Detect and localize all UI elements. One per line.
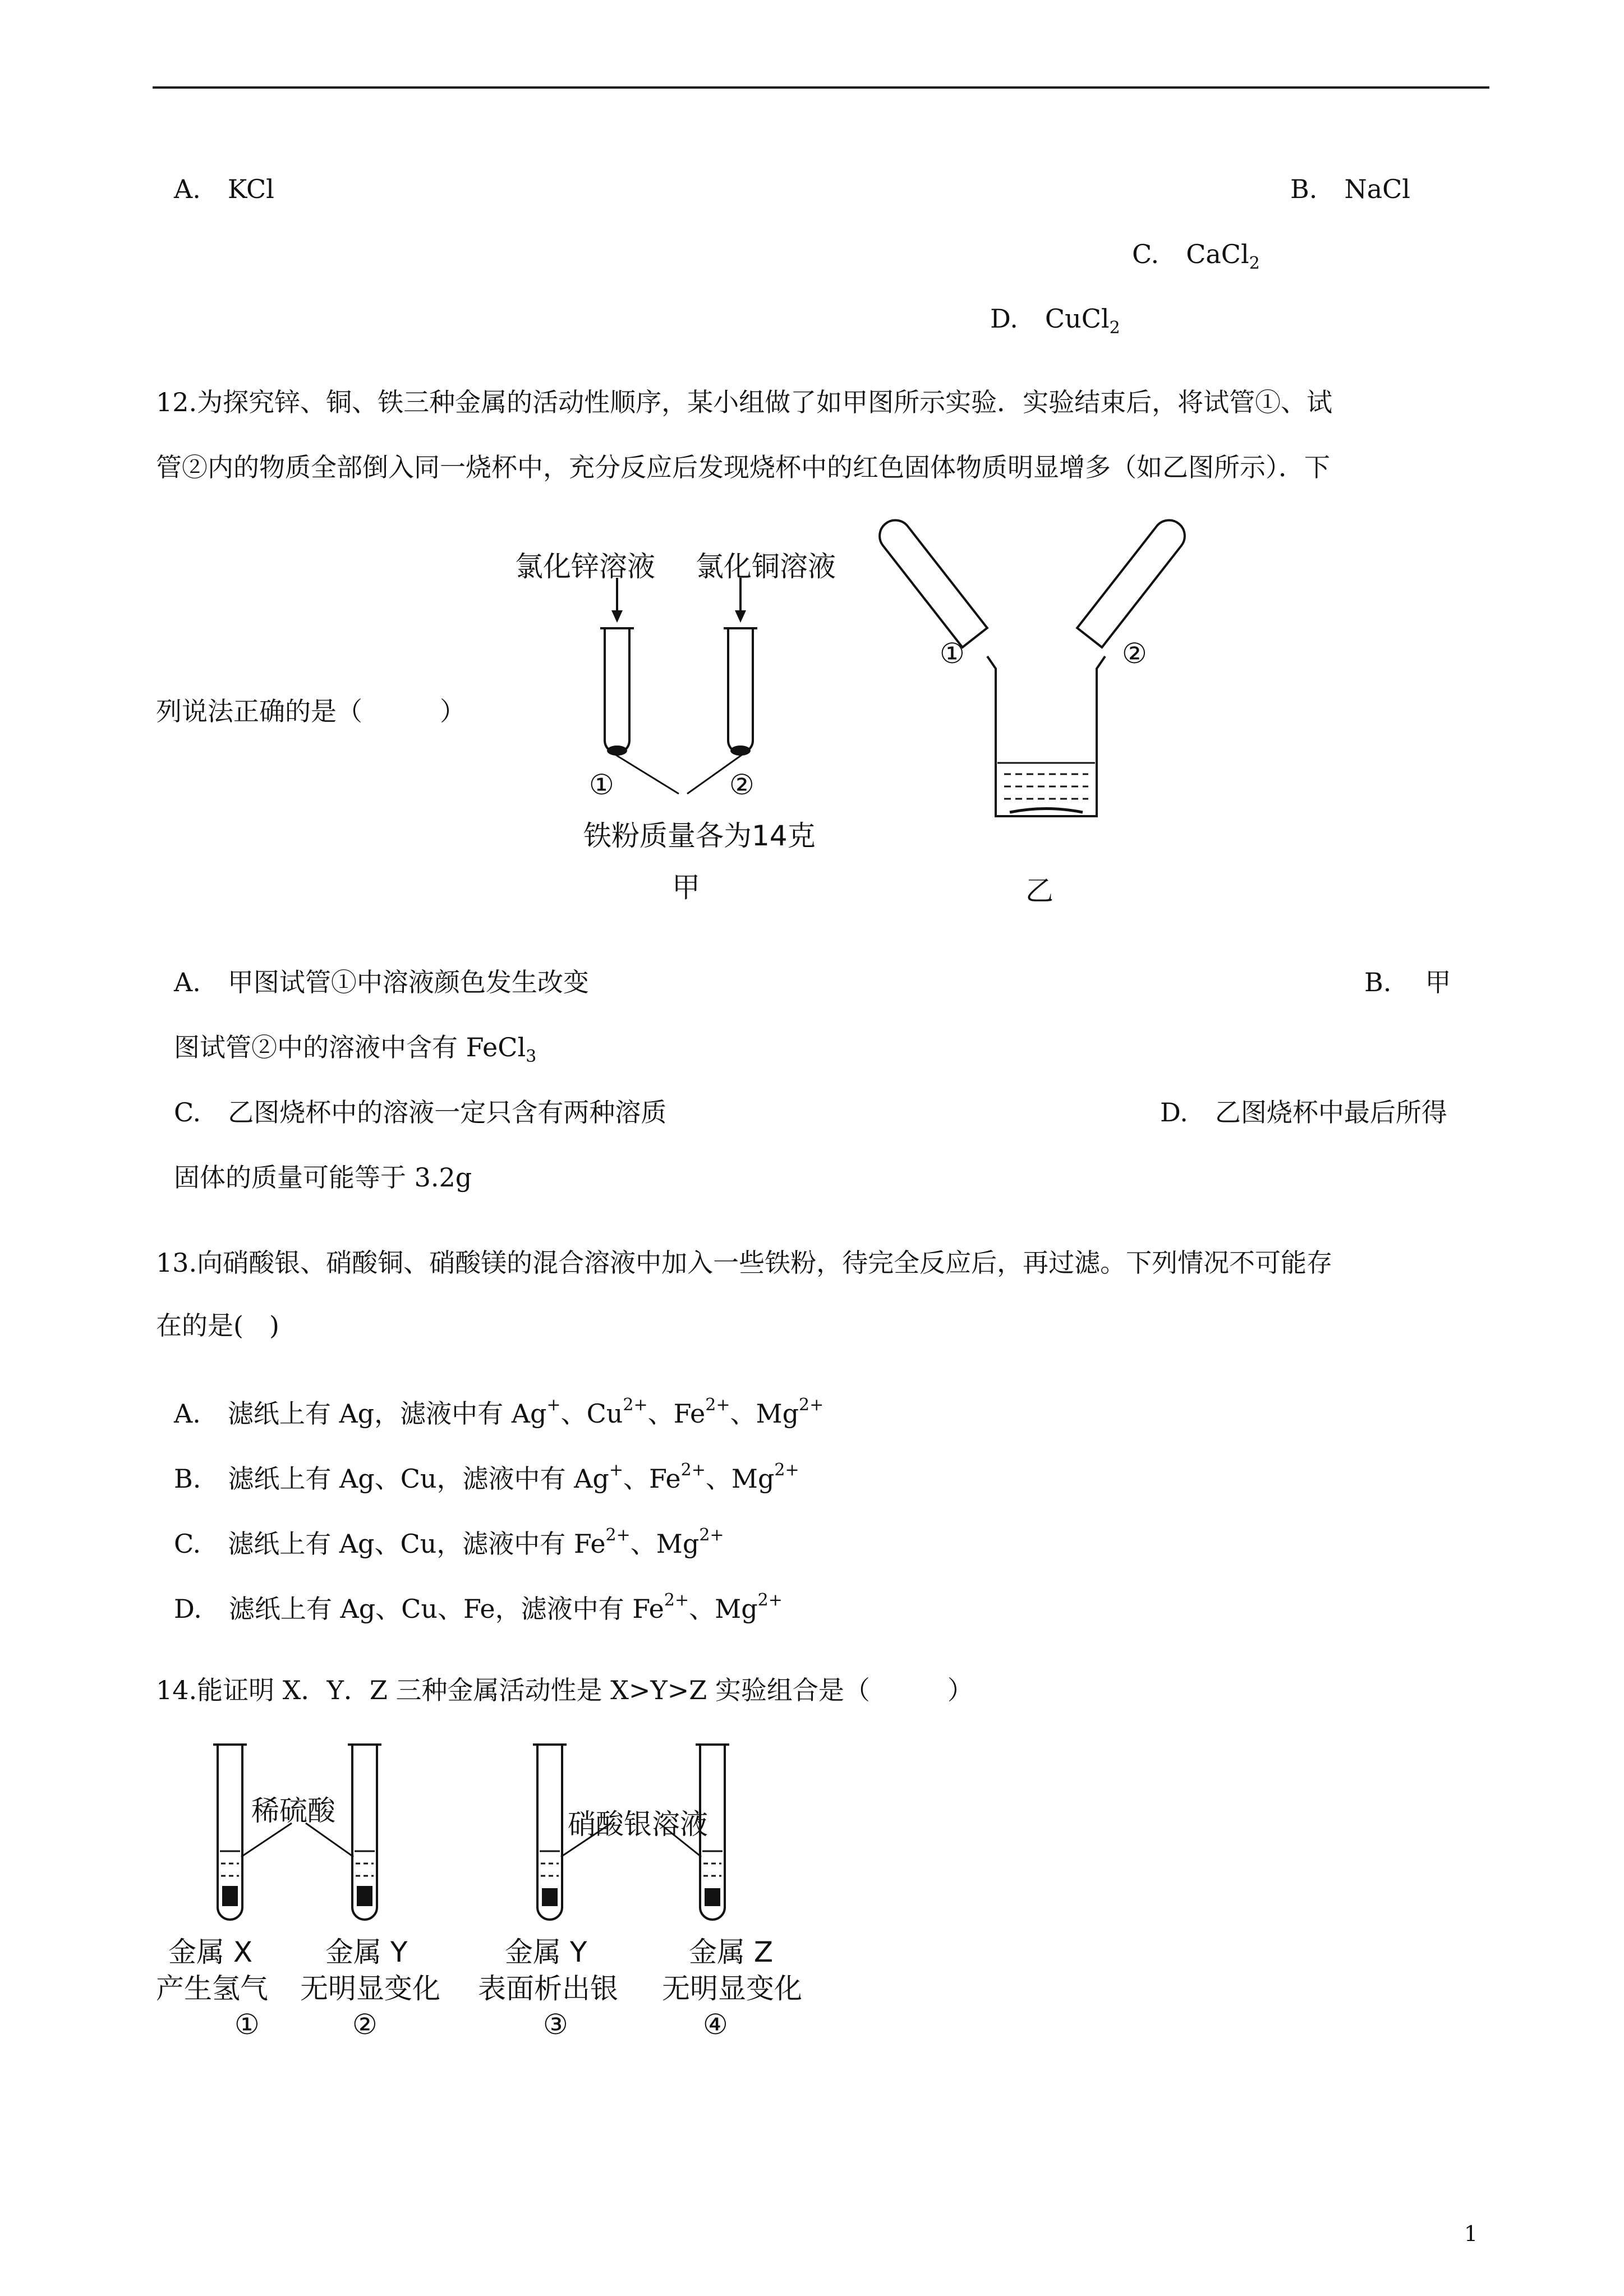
tube-1-metal: 金属 X	[168, 1936, 253, 1968]
caption-jia: 甲	[672, 871, 700, 904]
tube-2-number: ②	[352, 2008, 378, 2041]
label-zinc-chloride: 氯化锌溶液	[515, 550, 655, 583]
label-copper-chloride: 氯化铜溶液	[696, 550, 836, 583]
q11-option-c: C. CaCl$_2$	[1132, 239, 1260, 273]
tube-4-metal: 金属 Z	[689, 1936, 774, 1968]
q13-option-d: D. 滤纸上有 Ag、Cu、Fe，滤液中有 $Fe^{2+}$、$Mg^{2+}$	[174, 1590, 783, 1624]
q12-stem-line2: 管②内的物质全部倒入同一烧杯中，充分反应后发现烧杯中的红色固体物质明显增多（如乙图所示）．下	[156, 452, 1330, 482]
tube-2-metal: 金属 Y	[325, 1936, 408, 1968]
caption-yi: 乙	[1025, 875, 1053, 907]
tube-1-number-jia: ①	[589, 769, 614, 801]
tube-4-number: ④	[703, 2008, 728, 2041]
header-rule	[153, 86, 1489, 89]
q13-stem-line2: 在的是( )	[156, 1310, 279, 1341]
tube-2-result: 无明显变化	[300, 1972, 440, 2005]
page-number: 1	[1464, 2221, 1478, 2246]
pouring-beaker-drawing	[886, 510, 1200, 825]
tube-4-result: 无明显变化	[662, 1972, 802, 2005]
q13-option-c: C. 滤纸上有 Ag、Cu，滤液中有 $Fe^{2+}$、$Mg^{2+}$	[174, 1525, 724, 1559]
tube-1-result: 产生氢气	[156, 1972, 268, 2005]
q12-option-d-rest: 固体的质量可能等于 3.2g	[174, 1162, 472, 1193]
q12-stem-line1: 12.为探究锌、铜、铁三种金属的活动性顺序，某小组做了如甲图所示实验．实验结束后，将试管①、试	[156, 387, 1333, 417]
tube-3-metal: 金属 Y	[505, 1936, 587, 1968]
q13-stem-line1: 13.向硝酸银、硝酸铜、硝酸镁的混合溶液中加入一些铁粉，待完全反应后，再过滤。下列情况不可能存	[156, 1248, 1333, 1278]
q12-option-b-start: B. 甲	[1364, 967, 1451, 997]
q11-option-d: D. CuCl$_2$	[990, 303, 1120, 338]
tube-2-number-yi: ②	[1122, 637, 1147, 670]
q11-option-a: A. KCl	[174, 174, 274, 204]
q13-option-a: A. 滤纸上有 Ag，滤液中有 Ag+、$Cu^{2+}$、$Fe^{2+}$、$Mg^{2+}$	[174, 1395, 824, 1429]
tube-1-number: ①	[234, 2008, 260, 2041]
label-dilute-sulfuric-acid: 稀硫酸	[251, 1795, 335, 1827]
iron-powder-note: 铁粉质量各为14克	[583, 820, 816, 852]
q12-option-c: C. 乙图烧杯中的溶液一定只含有两种溶质	[174, 1097, 667, 1128]
tube-3-result: 表面析出银	[478, 1972, 618, 2005]
tube-2-number-jia: ②	[729, 769, 755, 801]
q12-stem-line3: 列说法正确的是（ ）	[156, 696, 466, 726]
q13-option-b: B. 滤纸上有 Ag、Cu，滤液中有 Ag+、$Fe^{2+}$、$Mg^{2+}$	[174, 1460, 799, 1494]
q14-test-tubes-drawing	[185, 1739, 858, 1924]
label-silver-nitrate: 硝酸银溶液	[568, 1808, 708, 1841]
q12-option-d-start: D. 乙图烧杯中最后所得	[1160, 1097, 1447, 1128]
tube-1-number-yi: ①	[940, 637, 965, 670]
q14-stem: 14.能证明 X．Y．Z 三种金属活动性是 X>Y>Z 实验组合是（ ）	[156, 1675, 973, 1705]
q12-option-b-rest: 图试管②中的溶液中含有 FeCl$_3$	[174, 1032, 537, 1066]
tube-3-number: ③	[543, 2008, 568, 2041]
q11-option-b: B. NaCl	[1290, 174, 1411, 204]
test-tubes-jia-drawing	[583, 572, 864, 797]
q12-option-a: A. 甲图试管①中溶液颜色发生改变	[174, 967, 589, 997]
